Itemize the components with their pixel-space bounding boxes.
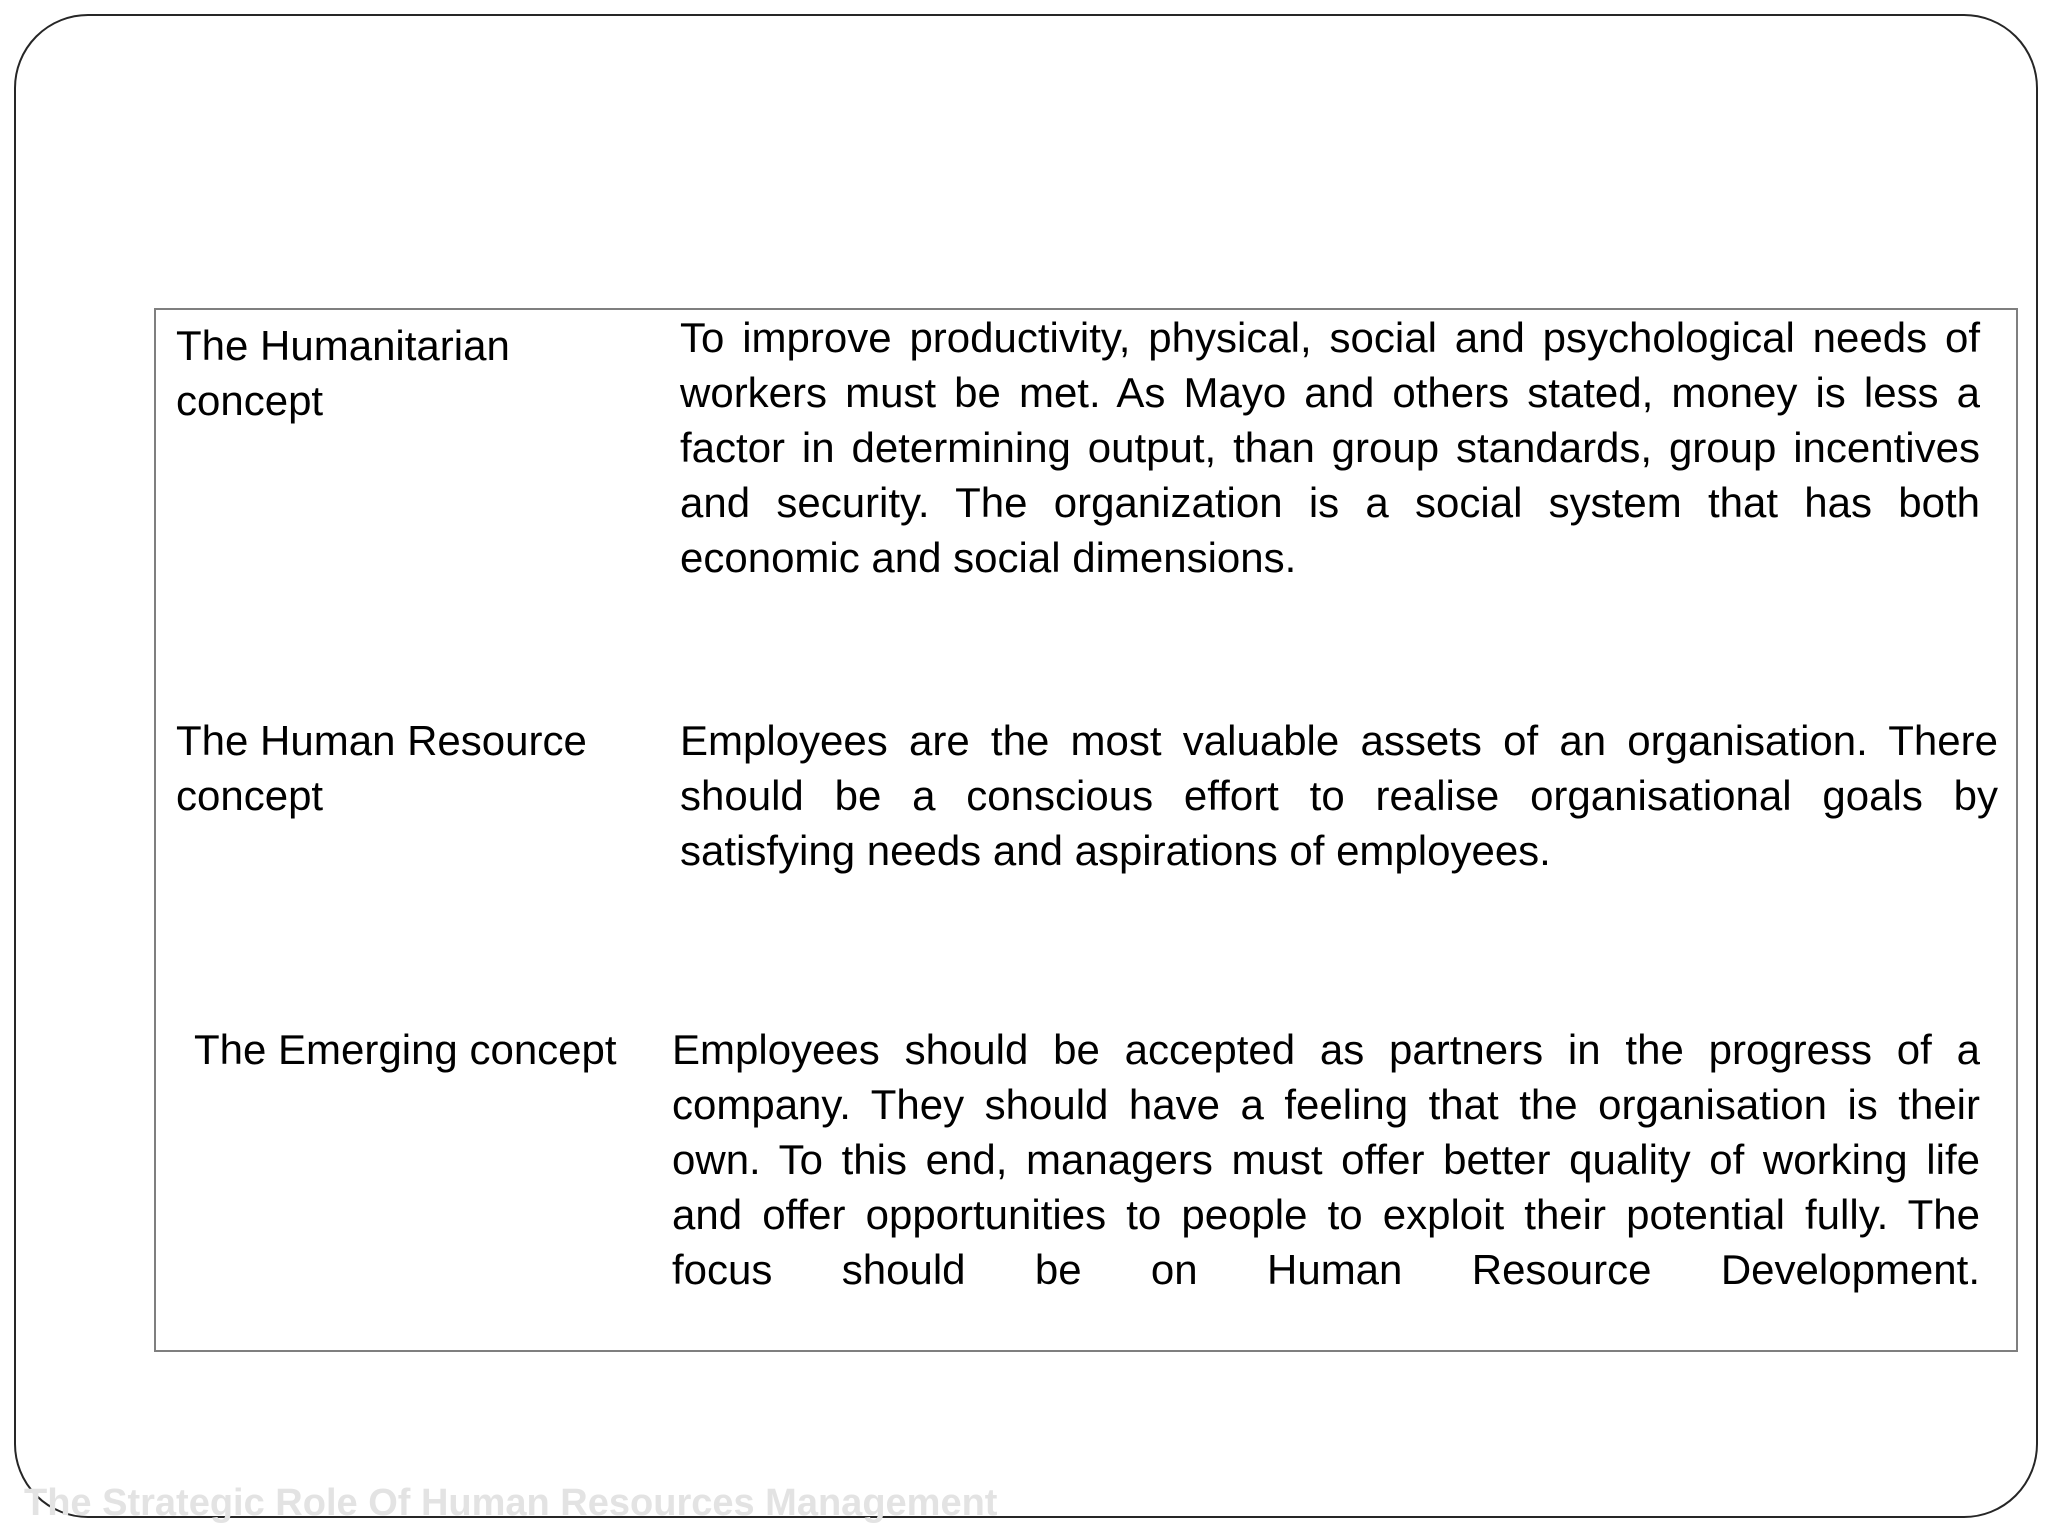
emerging-concept-label: The Emerging concept: [194, 1026, 617, 1073]
human-resource-concept-description: Employees are the most valuable assets of an organisation. There should be a conscious effort to realise organisational goals by satisfying needs and aspirations of employees.: [680, 717, 1998, 874]
emerging-concept-description: Employees should be accepted as partners in the progress of a company. They should have a feeling that the organisation is their own. To this end, managers must offer better quality of working life and offer opportunities to people to exploit their potential fully. The focus should be on Human Resource Development.: [672, 1026, 1980, 1293]
human-resource-concept-label: The Human Resource concept: [176, 717, 587, 819]
footer-presentation-title: The Strategic Role Of Human Resources Management: [24, 1482, 998, 1524]
humanitarian-concept-description: To improve productivity, physical, social and psychological needs of workers must be met. As Mayo and others stated, money is less a factor in determining output, than group standards, group incentives and security. The organization is a social system that has both economic and social dimensions.: [680, 314, 1980, 581]
humanitarian-concept-label: The Humanitarian concept: [176, 322, 510, 424]
